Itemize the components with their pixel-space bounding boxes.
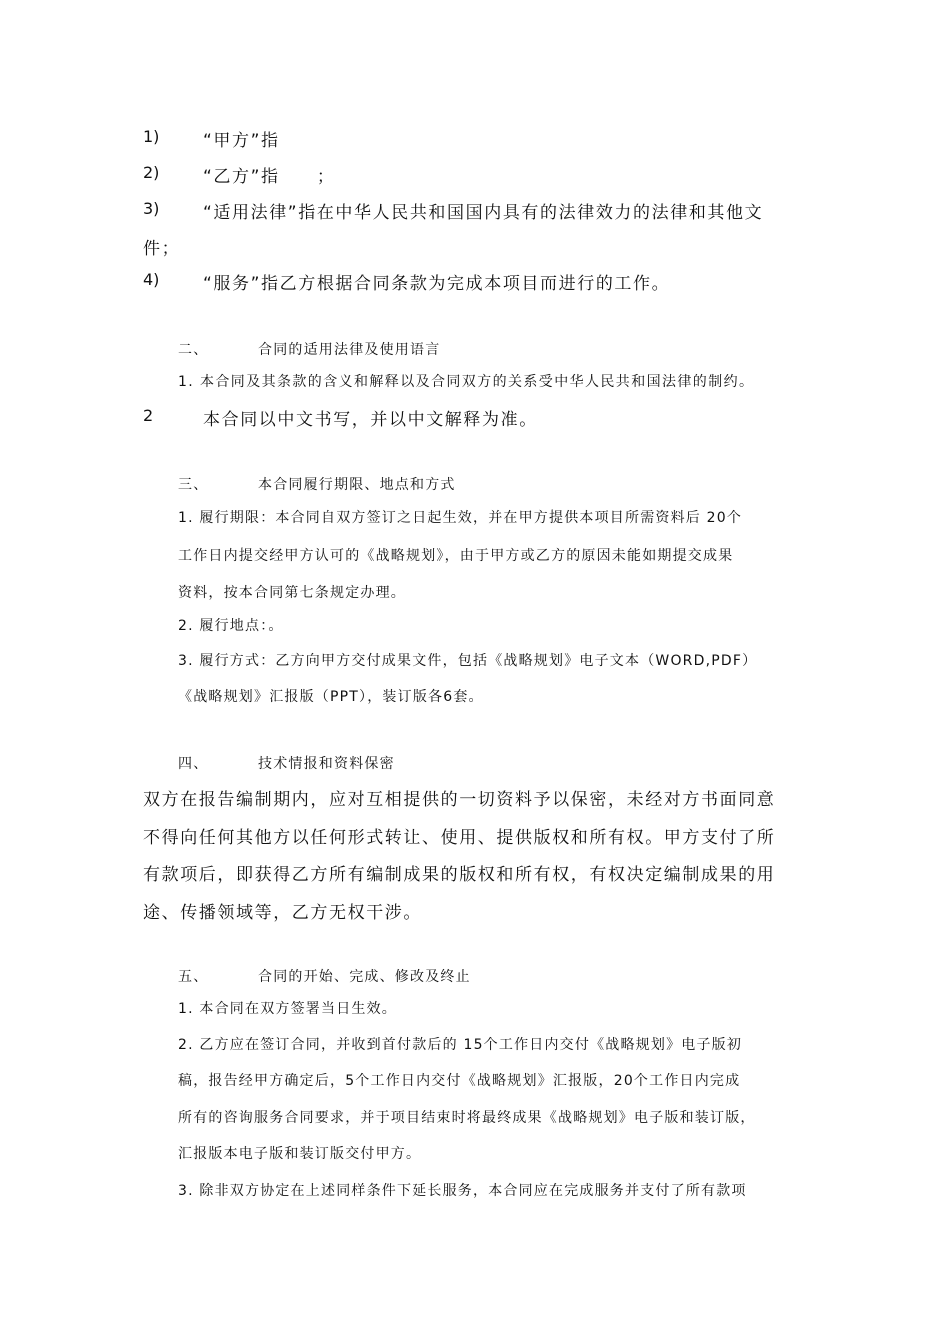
section-number: 四、	[178, 756, 209, 772]
section-line: 2. 乙方应在签订合同，并收到首付款后的 15个工作日内交付《战略规划》电子版初	[178, 1037, 743, 1053]
section-line: 汇报版本电子版和装订版交付甲方。	[178, 1146, 422, 1162]
definition-text: “适用法律”指在中华人民共和国国内具有的法律效力的法律和其他文	[203, 203, 764, 223]
section-line: 稿，报告经甲方确定后，5个工作日内交付《战略规划》汇报版，20个工作日内完成	[178, 1073, 741, 1089]
definition-number: 1)	[143, 127, 160, 146]
definition-text: “甲方”指	[203, 131, 280, 151]
section-line: 工作日内提交经甲方认可的《战略规划》，由于甲方或乙方的原因未能如期提交成果	[178, 548, 734, 564]
paragraph-line: 不得向任何其他方以任何形式转让、使用、提供版权和所有权。甲方支付了所	[143, 828, 776, 848]
section-number: 三、	[178, 477, 209, 493]
section-line: 所有的咨询服务合同要求，并于项目结束时将最终成果《战略规划》电子版和装订版，	[178, 1110, 756, 1126]
definition-text-continued: 件；	[143, 239, 181, 259]
section-line: 1. 履行期限：本合同自双方签订之日起生效，并在甲方提供本项目所需资料后 20个	[178, 510, 743, 526]
section-line: 资料，按本合同第七条规定办理。	[178, 585, 406, 601]
definition-number: 4)	[143, 270, 160, 289]
section-item-number: 2	[143, 406, 154, 425]
definition-text: “服务”指乙方根据合同条款为完成本项目而进行的工作。	[203, 274, 671, 294]
section-heading: 本合同履行期限、地点和方式	[258, 477, 456, 493]
definition-number: 3)	[143, 199, 160, 218]
section-item: 本合同以中文书写，并以中文解释为准。	[203, 410, 538, 430]
paragraph-line: 有款项后，即获得乙方所有编制成果的版权和所有权，有权决定编制成果的用	[143, 865, 776, 885]
section-heading: 合同的开始、完成、修改及终止	[258, 969, 471, 985]
section-line: 3. 履行方式：乙方向甲方交付成果文件，包括《战略规划》电子文本（WORD,PDF）	[178, 653, 758, 669]
definition-number: 2)	[143, 163, 160, 182]
section-heading: 合同的适用法律及使用语言	[258, 342, 441, 358]
section-item: 1. 本合同及其条款的含义和解释以及合同双方的关系受中华人民共和国法律的制约。	[178, 374, 755, 390]
section-number: 二、	[178, 342, 209, 358]
section-line: 《战略规划》汇报版（PPT），装订版各6套。	[178, 689, 484, 705]
definition-text: “乙方”指 ；	[203, 167, 336, 187]
paragraph-line: 双方在报告编制期内，应对互相提供的一切资料予以保密，未经对方书面同意	[143, 790, 776, 810]
section-line: 1. 本合同在双方签署当日生效。	[178, 1001, 398, 1017]
section-line: 2. 履行地点：。	[178, 618, 284, 634]
section-line: 3. 除非双方协定在上述同样条件下延长服务，本合同应在完成服务并支付了所有款项	[178, 1183, 747, 1199]
section-number: 五、	[178, 969, 209, 985]
paragraph-line: 途、传播领域等，乙方无权干涉。	[143, 903, 422, 923]
section-heading: 技术情报和资料保密	[258, 756, 395, 772]
